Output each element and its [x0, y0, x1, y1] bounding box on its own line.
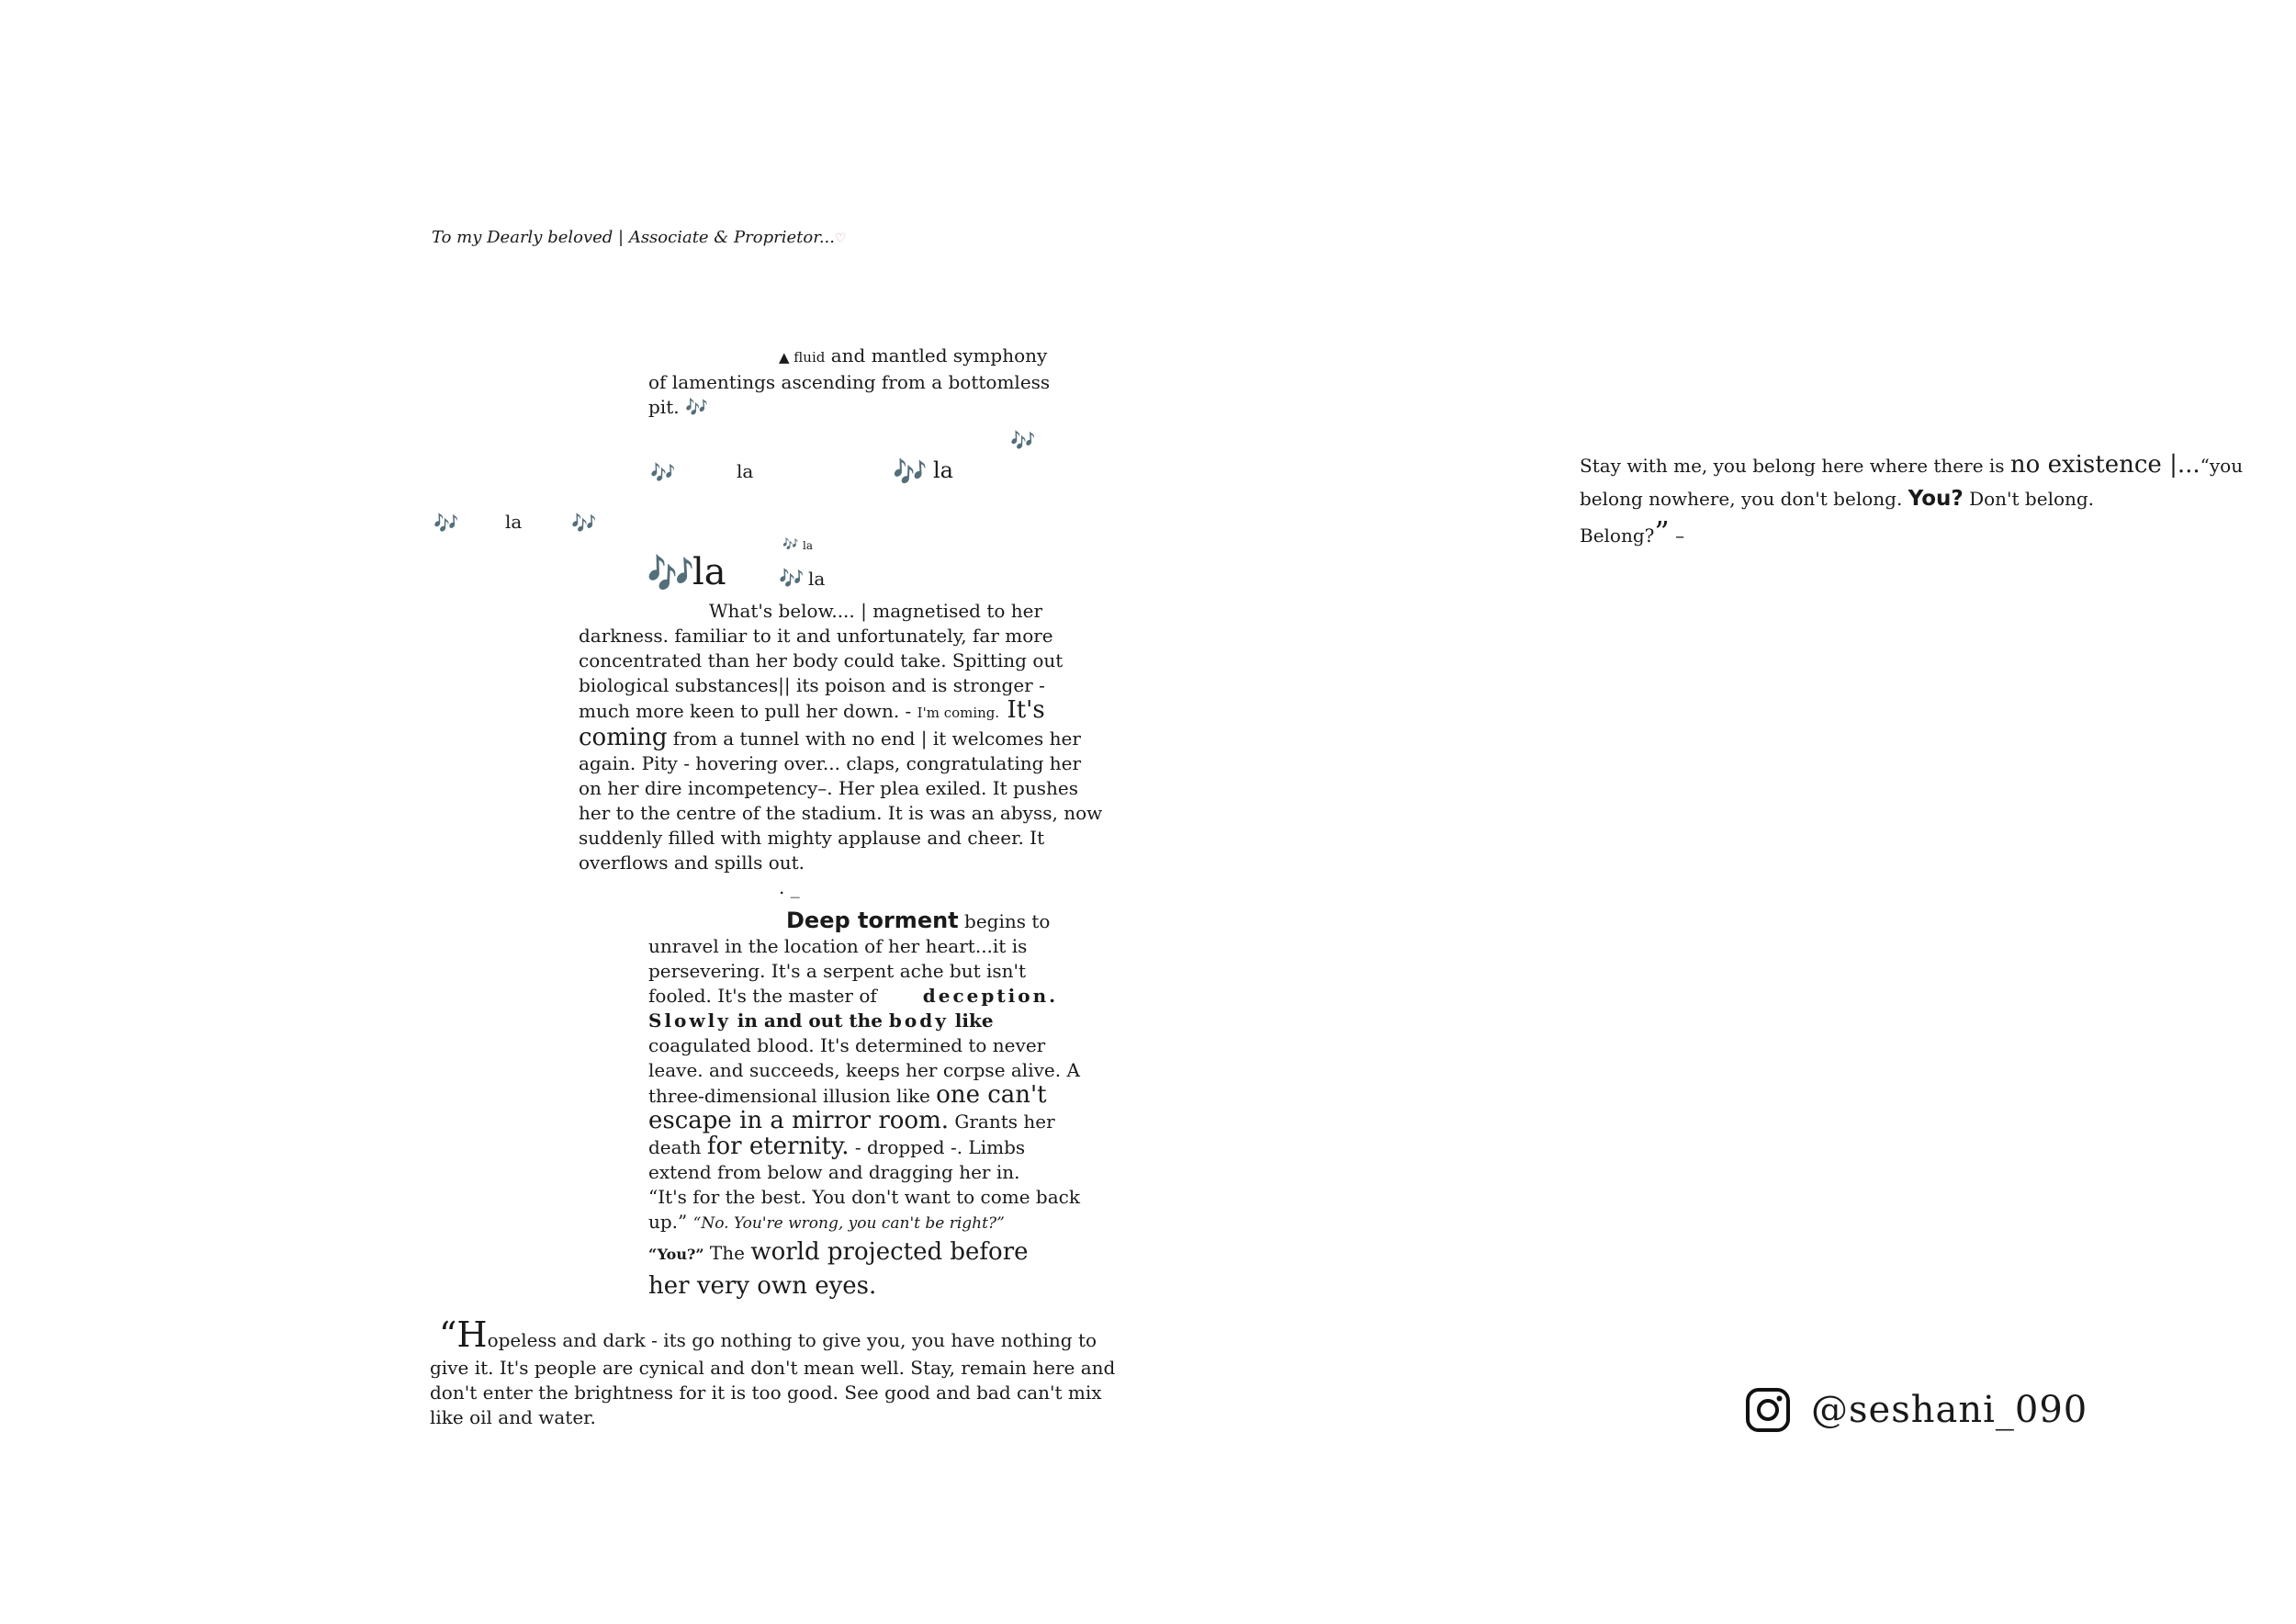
quote-line1a: Stay with me, you belong here where there is [1580, 455, 2010, 477]
music-note-icon: 🎶 [782, 537, 799, 552]
la-text: la [505, 511, 523, 533]
music-note-icon: 🎶 [433, 513, 459, 536]
paragraph-hopeless [430, 1314, 1116, 1430]
p3-line5a: Slowly [648, 1009, 731, 1032]
p2-line4: biological substances|| its poison and is stronger - [579, 674, 1045, 696]
music-note-icon: 🎶 [779, 568, 805, 591]
p3-line8b: one can't [936, 1081, 1047, 1109]
p4-line3: don't enter the brightness for it is too good. See good and bad can't mix [430, 1382, 1102, 1404]
p3-line1b: begins to [958, 910, 1051, 932]
la-text: la [737, 460, 754, 482]
p3-line13a: up.” [648, 1211, 693, 1233]
p2-line5b: I'm coming. [917, 705, 1000, 721]
quote-line2c: Don't belong. [1963, 488, 2095, 510]
p3-line2: unravel in the location of her heart...it is [648, 935, 1028, 957]
p3-line10a: death [648, 1136, 707, 1158]
quote-line3b: ” [1654, 514, 1670, 549]
p3-line5b: in and out the [730, 1009, 889, 1032]
music-note-icon: 🎶 [571, 513, 597, 536]
p3-line14a: “You?” [648, 1246, 704, 1263]
p3-line10c: - dropped -. Limbs [849, 1136, 1026, 1158]
p1-line3: pit. [648, 396, 680, 418]
p1-line1a: ▲ fluid [779, 349, 826, 366]
p3-line7: leave. and succeeds, keeps her corpse alive. A [648, 1059, 1080, 1081]
p1-line1b: and mantled symphony [825, 344, 1048, 367]
p3-line13b: “No. You're wrong, you can't be right?” [692, 1214, 1005, 1233]
paragraph-symphony [648, 344, 1050, 420]
p3-line5c: body [888, 1009, 949, 1032]
p3-line6: coagulated blood. It's determined to never [648, 1034, 1046, 1056]
music-note-icon: 🎶 [684, 396, 708, 418]
paragraph-below [579, 599, 1102, 900]
p2-line8: on her dire incompetency–. Her plea exiled. It pushes [579, 777, 1078, 799]
p2-line6a: coming [579, 724, 668, 751]
p3-line3: persevering. It's a serpent ache but isn't [648, 960, 1027, 982]
quote-stay-with-me [1580, 448, 2243, 552]
p4-line4: like oil and water. [430, 1406, 596, 1428]
p3-line1a: Deep torment [786, 908, 959, 933]
quote-line3a: Belong? [1580, 524, 1655, 547]
heart-icon: ♡ [835, 231, 847, 246]
instagram-icon [1745, 1387, 1791, 1433]
p2-line2: darkness. familiar to it and unfortunately, far more [579, 625, 1053, 647]
p4-line2: give it. It's people are cynical and don't mean well. Stay, remain here and [430, 1357, 1116, 1379]
p2-line12: . _ [779, 876, 800, 898]
dedication [432, 228, 847, 247]
p2-line9: her to the centre of the stadium. It is was an abyss, now [579, 802, 1103, 824]
p2-line7: again. Pity - hovering over... claps, congratulating her [579, 752, 1082, 774]
p3-line9b: Grants her [949, 1111, 1055, 1133]
instagram-handle[interactable] [1745, 1387, 2088, 1433]
p3-line14b: The [703, 1242, 751, 1264]
p4-dropcap: “H [439, 1314, 488, 1355]
p3-line11: extend from below and dragging her in. [648, 1161, 1020, 1183]
p3-line14c: world projected before [750, 1238, 1029, 1266]
quote-line1c: “you [2200, 455, 2244, 477]
p2-line5a: much more keen to pull her down. - [579, 700, 917, 722]
p2-line5c: It's [999, 696, 1045, 724]
p3-line4b: deception. [922, 985, 1059, 1007]
la-text: la [808, 568, 826, 590]
quote-line2b: You? [1908, 487, 1964, 511]
instagram-handle-text[interactable]: @seshani_090 [1811, 1389, 2088, 1431]
p4-line1b: opeless and dark - its go nothing to give you, you have nothing to [487, 1329, 1097, 1351]
p3-line15: her very own eyes. [648, 1272, 877, 1300]
p3-line9a: escape in a mirror room. [648, 1107, 950, 1134]
p2-line1: What's below.... | magnetised to her [709, 600, 1043, 622]
p3-line5d: like [948, 1009, 994, 1032]
p3-line8a: three-dimensional illusion like [648, 1085, 937, 1107]
p3-line4a: fooled. It's the master of [648, 985, 877, 1007]
music-note-icon: 🎶 [893, 457, 928, 489]
quote-line2a: belong nowhere, you don't belong. [1580, 488, 1908, 510]
p2-line6b: from a tunnel with no end | it welcomes her [667, 727, 1081, 750]
p2-line10: suddenly filled with mighty applause and cheer. It [579, 827, 1045, 849]
p1-line2: of lamentings ascending from a bottomless [648, 371, 1051, 393]
p3-line10b: for eternity. [706, 1133, 850, 1160]
music-note-icon: 🎶 [647, 551, 695, 596]
p3-line12: “It's for the best. You don't want to come back [648, 1186, 1080, 1208]
quote-line3c: – [1669, 524, 1685, 547]
la-text: la [933, 457, 953, 483]
music-note-icon: 🎶 [650, 462, 676, 485]
paragraph-torment [648, 908, 1080, 1303]
music-note-icon: 🎶 [1010, 430, 1036, 453]
p2-line11: overflows and spills out. [579, 851, 805, 874]
quote-line1b: no existence |... [2009, 451, 2200, 479]
p2-line3: concentrated than her body could take. Spitting out [579, 649, 1064, 671]
dedication-text: To my Dearly beloved | Associate & Proprietor... [432, 228, 835, 247]
la-text: la [803, 539, 813, 552]
la-text: la [692, 551, 726, 593]
